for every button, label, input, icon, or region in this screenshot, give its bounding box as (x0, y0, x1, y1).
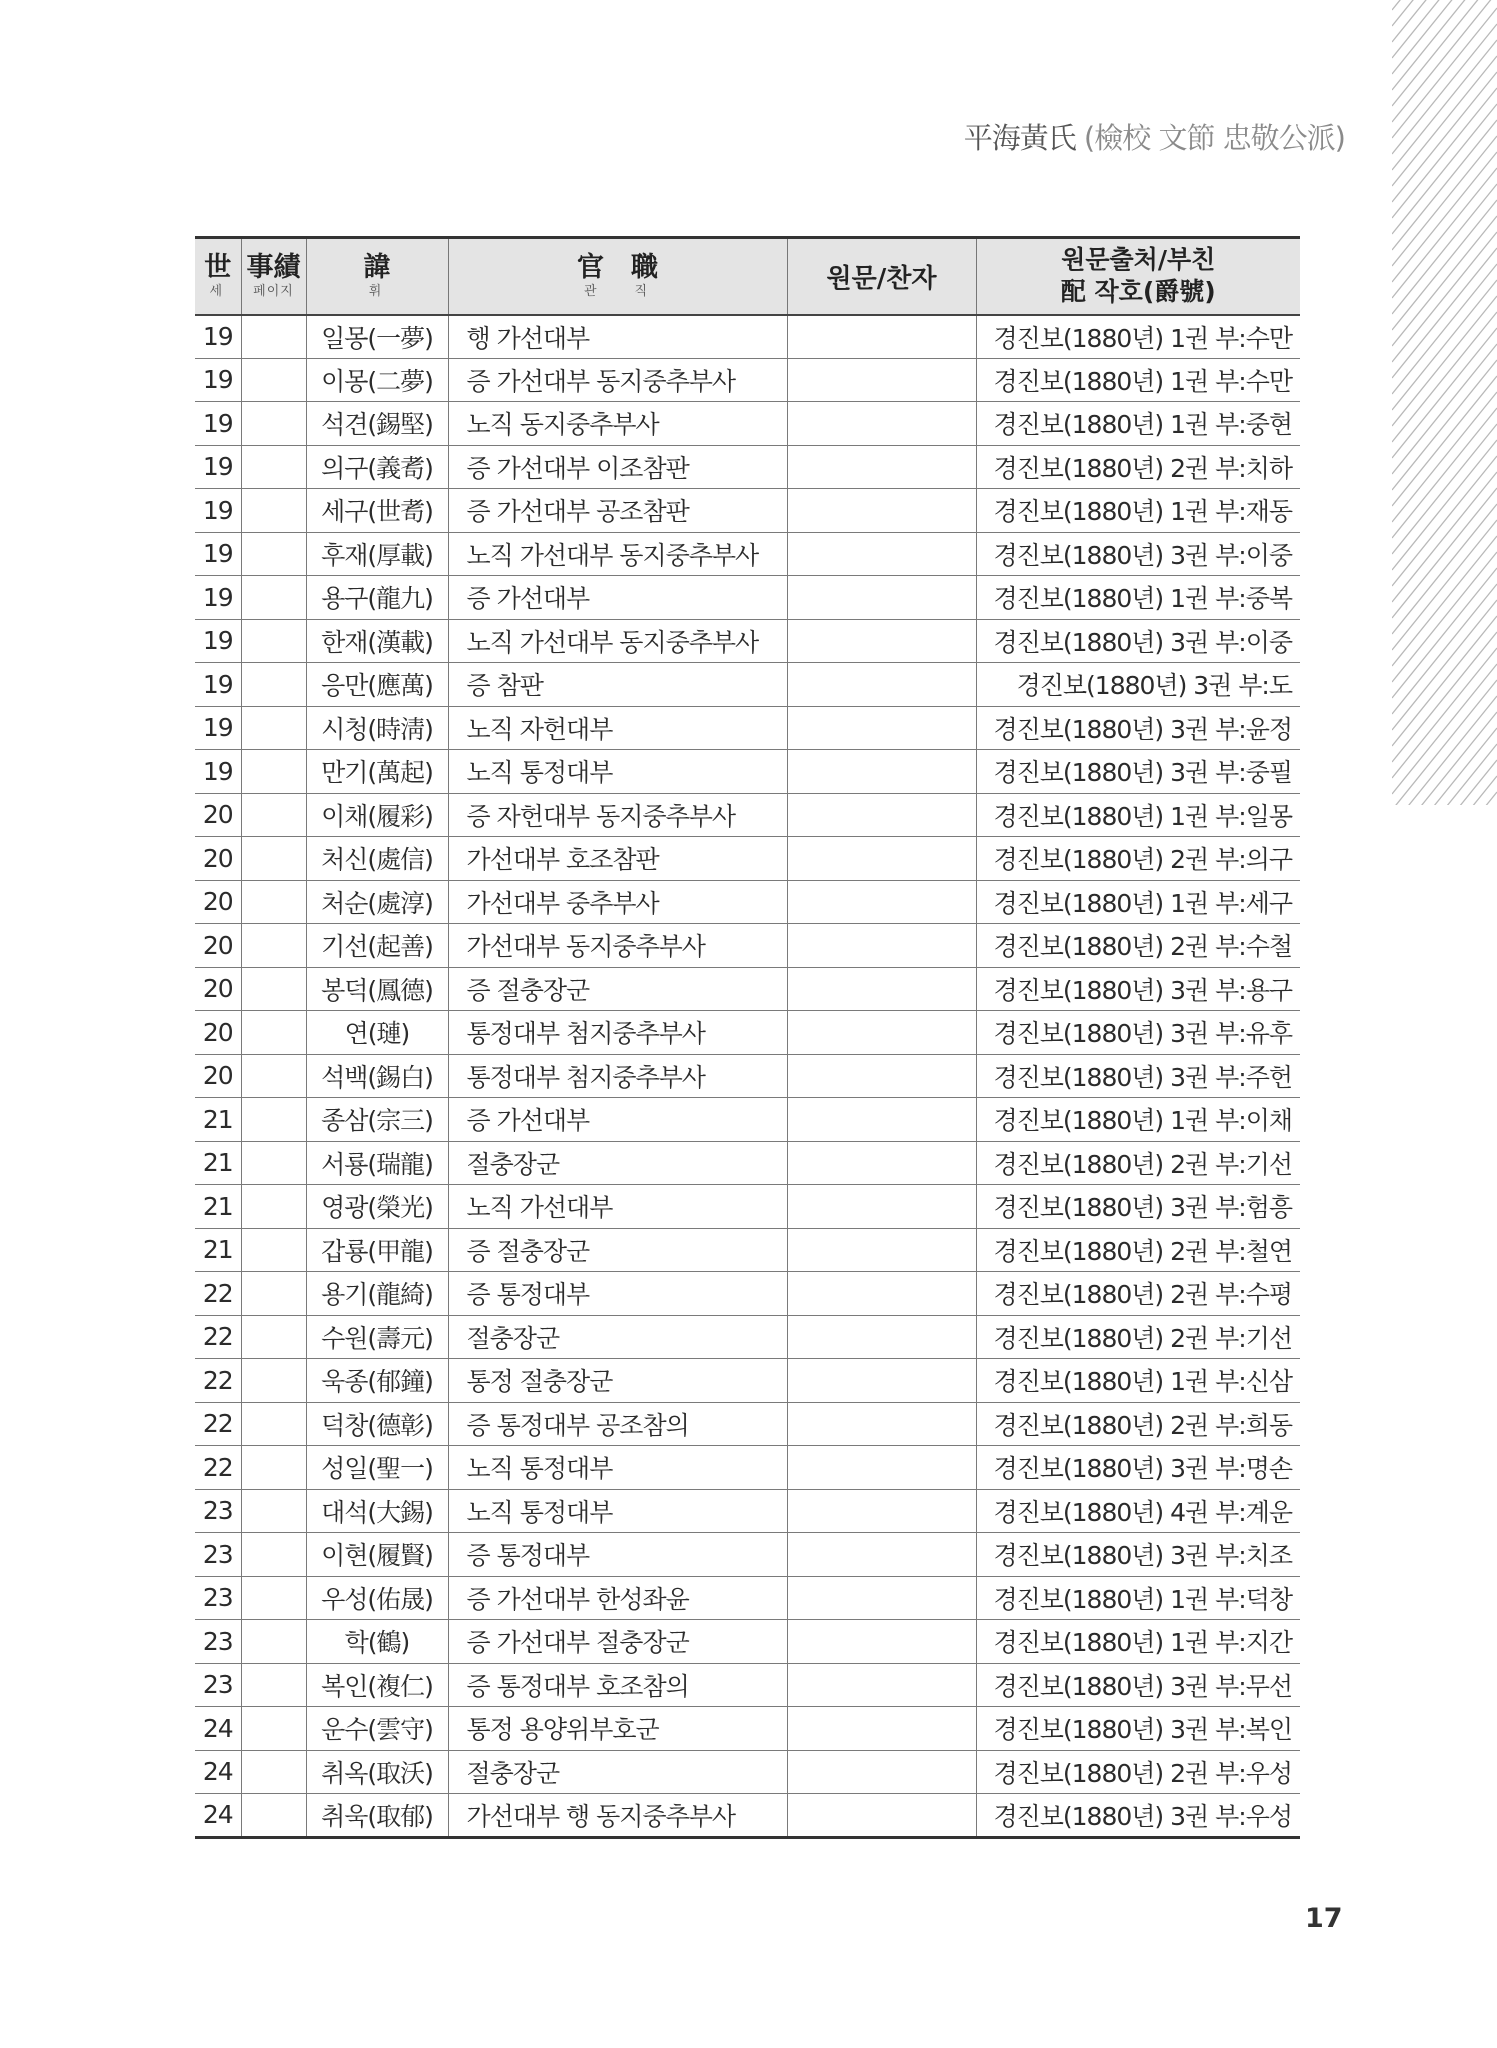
office-cell: 노직 가선대부 동지중추부사 (448, 532, 787, 576)
generation-cell: 19 (195, 402, 241, 446)
source-cell: 경진보(1880년) 1권 부:중복 (976, 576, 1300, 620)
office-cell: 통정대부 첨지중추부사 (448, 1011, 787, 1055)
office-cell: 증 절충장군 (448, 967, 787, 1011)
deeds-cell (241, 532, 306, 576)
name-cell: 연(璉) (306, 1011, 448, 1055)
deeds-cell (241, 445, 306, 489)
name-cell: 영광(榮光) (306, 1185, 448, 1229)
table-row (195, 402, 1300, 446)
name-cell: 우성(佑晟) (306, 1576, 448, 1620)
deeds-cell (241, 1315, 306, 1359)
source-cell: 경진보(1880년) 2권 부:수평 (976, 1272, 1300, 1316)
deeds-cell (241, 1794, 306, 1838)
original-cell (787, 315, 976, 359)
name-cell: 용구(龍九) (306, 576, 448, 620)
name-cell: 석견(錫堅) (306, 402, 448, 446)
branch-title: (檢校 文節 忠敬公派) (1083, 121, 1345, 155)
original-cell (787, 1402, 976, 1446)
generation-cell: 19 (195, 576, 241, 620)
original-cell (787, 837, 976, 881)
source-cell: 경진보(1880년) 3권 부:우성 (976, 1794, 1300, 1838)
name-cell: 학(鶴) (306, 1620, 448, 1664)
office-cell: 증 절충장군 (448, 1228, 787, 1272)
office-cell: 증 참판 (448, 663, 787, 707)
generation-cell: 20 (195, 1054, 241, 1098)
clan-title: 平海黃氏 (963, 121, 1076, 155)
generation-cell: 20 (195, 880, 241, 924)
office-cell: 노직 통정대부 (448, 750, 787, 794)
office-cell: 절충장군 (448, 1315, 787, 1359)
generation-cell: 19 (195, 315, 241, 359)
table-row (195, 924, 1300, 968)
source-cell: 경진보(1880년) 1권 부:신삼 (976, 1359, 1300, 1403)
name-cell: 세구(世耉) (306, 489, 448, 533)
office-cell: 절충장군 (448, 1750, 787, 1794)
table-row (195, 445, 1300, 489)
source-cell: 경진보(1880년) 3권 부:주헌 (976, 1054, 1300, 1098)
original-cell (787, 1707, 976, 1751)
original-cell (787, 358, 976, 402)
deeds-cell (241, 750, 306, 794)
deeds-cell (241, 837, 306, 881)
deeds-cell (241, 663, 306, 707)
office-cell: 노직 가선대부 (448, 1185, 787, 1229)
generation-cell: 20 (195, 967, 241, 1011)
generation-cell: 23 (195, 1489, 241, 1533)
deeds-cell (241, 1663, 306, 1707)
office-cell: 증 가선대부 절충장군 (448, 1620, 787, 1664)
name-cell: 서룡(瑞龍) (306, 1141, 448, 1185)
table-row (195, 1185, 1300, 1229)
name-cell: 성일(聖一) (306, 1446, 448, 1490)
original-cell (787, 619, 976, 663)
column-deeds-hanja: 事績 (246, 252, 301, 284)
generation-cell: 22 (195, 1272, 241, 1316)
generation-cell: 21 (195, 1141, 241, 1185)
name-cell: 기선(起善) (306, 924, 448, 968)
original-cell (787, 1533, 976, 1577)
deeds-cell (241, 1228, 306, 1272)
deeds-cell (241, 1359, 306, 1403)
source-cell: 경진보(1880년) 1권 부:수만 (976, 315, 1300, 359)
column-deeds (241, 238, 306, 315)
name-cell: 복인(複仁) (306, 1663, 448, 1707)
table-row (195, 1098, 1300, 1142)
office-cell: 통정 용양위부호군 (448, 1707, 787, 1751)
column-generation-hanja: 世 (204, 252, 232, 284)
original-cell (787, 1489, 976, 1533)
source-cell: 경진보(1880년) 2권 부:의구 (976, 837, 1300, 881)
source-cell: 경진보(1880년) 1권 부:이채 (976, 1098, 1300, 1142)
original-cell (787, 1315, 976, 1359)
table-row (195, 1620, 1300, 1664)
office-cell: 증 가선대부 (448, 576, 787, 620)
deeds-cell (241, 706, 306, 750)
column-deeds-ruby: 페이지 (253, 284, 294, 300)
deeds-cell (241, 1185, 306, 1229)
deeds-cell (241, 967, 306, 1011)
name-cell: 만기(萬起) (306, 750, 448, 794)
table-row (195, 1141, 1300, 1185)
original-cell (787, 1794, 976, 1838)
original-cell (787, 793, 976, 837)
name-cell: 처순(處淳) (306, 880, 448, 924)
table-row (195, 1750, 1300, 1794)
original-cell (787, 880, 976, 924)
page-number: 17 (1305, 1903, 1343, 1934)
column-source (976, 238, 1300, 315)
source-cell: 경진보(1880년) 1권 부:지간 (976, 1620, 1300, 1664)
name-cell: 대석(大錫) (306, 1489, 448, 1533)
deeds-cell (241, 1707, 306, 1751)
original-cell (787, 1620, 976, 1664)
source-cell: 경진보(1880년) 3권 부:이중 (976, 619, 1300, 663)
office-cell: 증 가선대부 이조참판 (448, 445, 787, 489)
source-cell: 경진보(1880년) 2권 부:희동 (976, 1402, 1300, 1446)
name-cell: 응만(應萬) (306, 663, 448, 707)
name-cell: 이현(履賢) (306, 1533, 448, 1577)
table-row (195, 1489, 1300, 1533)
deeds-cell (241, 1489, 306, 1533)
genealogy-table (195, 236, 1300, 1839)
name-cell: 이채(履彩) (306, 793, 448, 837)
deeds-cell (241, 793, 306, 837)
original-cell (787, 445, 976, 489)
source-cell: 경진보(1880년) 3권 부:이중 (976, 532, 1300, 576)
column-office (448, 238, 787, 315)
generation-cell: 21 (195, 1185, 241, 1229)
source-cell: 경진보(1880년) 4권 부:계운 (976, 1489, 1300, 1533)
source-cell: 경진보(1880년) 2권 부:기선 (976, 1141, 1300, 1185)
table-row (195, 1228, 1300, 1272)
source-cell: 경진보(1880년) 2권 부:기선 (976, 1315, 1300, 1359)
name-cell: 갑룡(甲龍) (306, 1228, 448, 1272)
original-cell (787, 967, 976, 1011)
table-row (195, 1402, 1300, 1446)
column-generation (195, 238, 241, 315)
table-row (195, 880, 1300, 924)
source-cell: 경진보(1880년) 3권 부:치조 (976, 1533, 1300, 1577)
source-cell: 경진보(1880년) 3권 부:유후 (976, 1011, 1300, 1055)
table-row (195, 1315, 1300, 1359)
generation-cell: 20 (195, 924, 241, 968)
generation-cell: 19 (195, 750, 241, 794)
name-cell: 의구(義耉) (306, 445, 448, 489)
table-row (195, 1576, 1300, 1620)
deeds-cell (241, 880, 306, 924)
office-cell: 증 가선대부 (448, 1098, 787, 1142)
name-cell: 용기(龍綺) (306, 1272, 448, 1316)
generation-cell: 20 (195, 837, 241, 881)
original-cell (787, 532, 976, 576)
table-row (195, 489, 1300, 533)
source-cell: 경진보(1880년) 1권 부:일몽 (976, 793, 1300, 837)
generation-cell: 23 (195, 1620, 241, 1664)
original-cell (787, 1054, 976, 1098)
source-cell: 경진보(1880년) 3권 부:무선 (976, 1663, 1300, 1707)
source-cell: 경진보(1880년) 1권 부:재동 (976, 489, 1300, 533)
generation-cell: 22 (195, 1402, 241, 1446)
original-cell (787, 1750, 976, 1794)
office-cell: 증 통정대부 호조참의 (448, 1663, 787, 1707)
office-cell: 노직 자헌대부 (448, 706, 787, 750)
generation-cell: 19 (195, 489, 241, 533)
table-row (195, 576, 1300, 620)
original-cell (787, 1228, 976, 1272)
deeds-cell (241, 924, 306, 968)
office-cell: 통정 절충장군 (448, 1359, 787, 1403)
generation-cell: 19 (195, 663, 241, 707)
original-cell (787, 1272, 976, 1316)
office-cell: 가선대부 호조참판 (448, 837, 787, 881)
original-cell (787, 1663, 976, 1707)
generation-cell: 19 (195, 619, 241, 663)
deeds-cell (241, 576, 306, 620)
column-name-hanja: 諱 (363, 252, 391, 284)
generation-cell: 20 (195, 793, 241, 837)
generation-cell: 24 (195, 1750, 241, 1794)
source-cell: 경진보(1880년) 3권 부:중필 (976, 750, 1300, 794)
table-body (195, 315, 1300, 1838)
deeds-cell (241, 1272, 306, 1316)
deeds-cell (241, 1402, 306, 1446)
original-cell (787, 1185, 976, 1229)
name-cell: 운수(雲守) (306, 1707, 448, 1751)
office-cell: 증 통정대부 (448, 1533, 787, 1577)
generation-cell: 22 (195, 1359, 241, 1403)
column-name-ruby: 휘 (368, 284, 386, 300)
office-cell: 노직 동지중추부사 (448, 402, 787, 446)
source-cell: 경진보(1880년) 1권 부:수만 (976, 358, 1300, 402)
original-cell (787, 1141, 976, 1185)
table-row (195, 1794, 1300, 1838)
source-cell: 경진보(1880년) 2권 부:수철 (976, 924, 1300, 968)
table-row (195, 1446, 1300, 1490)
generation-cell: 22 (195, 1315, 241, 1359)
column-source-line2: 配 작호(爵號) (1060, 277, 1216, 307)
name-cell: 처신(處信) (306, 837, 448, 881)
name-cell: 취욱(取郁) (306, 1794, 448, 1838)
deeds-cell (241, 358, 306, 402)
name-cell: 욱종(郁鐘) (306, 1359, 448, 1403)
office-cell: 가선대부 동지중추부사 (448, 924, 787, 968)
generation-cell: 23 (195, 1533, 241, 1577)
page-header (964, 116, 1345, 157)
source-cell: 경진보(1880년) 3권 부:명손 (976, 1446, 1300, 1490)
original-cell (787, 1446, 976, 1490)
source-cell: 경진보(1880년) 3권 부:복인 (976, 1707, 1300, 1751)
table-row (195, 967, 1300, 1011)
original-cell (787, 663, 976, 707)
table-row (195, 358, 1300, 402)
table-row (195, 837, 1300, 881)
generation-cell: 24 (195, 1707, 241, 1751)
name-cell: 시청(時淸) (306, 706, 448, 750)
office-cell: 노직 가선대부 동지중추부사 (448, 619, 787, 663)
deeds-cell (241, 1750, 306, 1794)
deeds-cell (241, 1141, 306, 1185)
original-cell (787, 750, 976, 794)
table-header-row (195, 238, 1300, 315)
deeds-cell (241, 1576, 306, 1620)
office-cell: 절충장군 (448, 1141, 787, 1185)
source-cell: 경진보(1880년) 2권 부:우성 (976, 1750, 1300, 1794)
office-cell: 증 통정대부 (448, 1272, 787, 1316)
source-cell: 경진보(1880년) 1권 부:세구 (976, 880, 1300, 924)
generation-cell: 19 (195, 532, 241, 576)
deeds-cell (241, 402, 306, 446)
generation-cell: 23 (195, 1663, 241, 1707)
table-row (195, 750, 1300, 794)
source-cell: 경진보(1880년) 3권 부:용구 (976, 967, 1300, 1011)
office-cell: 노직 통정대부 (448, 1489, 787, 1533)
office-cell: 행 가선대부 (448, 315, 787, 359)
column-name (306, 238, 448, 315)
deeds-cell (241, 489, 306, 533)
name-cell: 이몽(二夢) (306, 358, 448, 402)
table-row (195, 1707, 1300, 1751)
table-row (195, 1663, 1300, 1707)
original-cell (787, 1098, 976, 1142)
original-cell (787, 1011, 976, 1055)
source-cell: 경진보(1880년) 1권 부:덕창 (976, 1576, 1300, 1620)
generation-cell: 20 (195, 1011, 241, 1055)
deeds-cell (241, 1446, 306, 1490)
source-cell: 경진보(1880년) 2권 부:치하 (976, 445, 1300, 489)
generation-cell: 21 (195, 1098, 241, 1142)
generation-cell: 24 (195, 1794, 241, 1838)
column-generation-ruby: 세 (209, 284, 227, 300)
office-cell: 가선대부 중추부사 (448, 880, 787, 924)
office-cell: 증 가선대부 한성좌윤 (448, 1576, 787, 1620)
generation-cell: 22 (195, 1446, 241, 1490)
deeds-cell (241, 619, 306, 663)
deeds-cell (241, 1011, 306, 1055)
generation-cell: 19 (195, 358, 241, 402)
original-cell (787, 1576, 976, 1620)
source-cell: 경진보(1880년) 2권 부:철연 (976, 1228, 1300, 1272)
column-source-line1: 원문출처/부친 (1061, 245, 1216, 275)
office-cell: 증 자헌대부 동지중추부사 (448, 793, 787, 837)
generation-cell: 19 (195, 445, 241, 489)
source-cell: 경진보(1880년) 3권 부:도 (976, 663, 1300, 707)
office-cell: 증 가선대부 동지중추부사 (448, 358, 787, 402)
table-row (195, 619, 1300, 663)
name-cell: 종삼(宗三) (306, 1098, 448, 1142)
generation-cell: 21 (195, 1228, 241, 1272)
name-cell: 수원(壽元) (306, 1315, 448, 1359)
table-row (195, 1359, 1300, 1403)
name-cell: 덕창(德彰) (306, 1402, 448, 1446)
deeds-cell (241, 1533, 306, 1577)
table-row (195, 1533, 1300, 1577)
table-row (195, 663, 1300, 707)
column-office-ruby: 관 직 (583, 284, 652, 300)
name-cell: 일몽(一夢) (306, 315, 448, 359)
original-cell (787, 1359, 976, 1403)
office-cell: 통정대부 첨지중추부사 (448, 1054, 787, 1098)
original-cell (787, 576, 976, 620)
column-original-label: 원문/찬자 (826, 263, 937, 294)
table-row (195, 532, 1300, 576)
original-cell (787, 402, 976, 446)
office-cell: 가선대부 행 동지중추부사 (448, 1794, 787, 1838)
table-row (195, 706, 1300, 750)
generation-cell: 23 (195, 1576, 241, 1620)
column-original (787, 238, 976, 315)
table-row (195, 1011, 1300, 1055)
office-cell: 증 가선대부 공조참판 (448, 489, 787, 533)
deeds-cell (241, 1620, 306, 1664)
original-cell (787, 706, 976, 750)
table-row (195, 793, 1300, 837)
table-row (195, 1054, 1300, 1098)
name-cell: 후재(厚載) (306, 532, 448, 576)
original-cell (787, 924, 976, 968)
source-cell: 경진보(1880년) 3권 부:험흥 (976, 1185, 1300, 1229)
source-cell: 경진보(1880년) 1권 부:중현 (976, 402, 1300, 446)
table-row (195, 315, 1300, 359)
generation-cell: 19 (195, 706, 241, 750)
deeds-cell (241, 315, 306, 359)
deeds-cell (241, 1054, 306, 1098)
name-cell: 취옥(取沃) (306, 1750, 448, 1794)
original-cell (787, 489, 976, 533)
source-cell: 경진보(1880년) 3권 부:윤정 (976, 706, 1300, 750)
office-cell: 노직 통정대부 (448, 1446, 787, 1490)
decorative-stripes (1392, 0, 1497, 805)
name-cell: 봉덕(鳳德) (306, 967, 448, 1011)
office-cell: 증 통정대부 공조참의 (448, 1402, 787, 1446)
name-cell: 석백(錫白) (306, 1054, 448, 1098)
name-cell: 한재(漢載) (306, 619, 448, 663)
deeds-cell (241, 1098, 306, 1142)
column-office-hanja: 官 職 (577, 252, 658, 284)
table-row (195, 1272, 1300, 1316)
